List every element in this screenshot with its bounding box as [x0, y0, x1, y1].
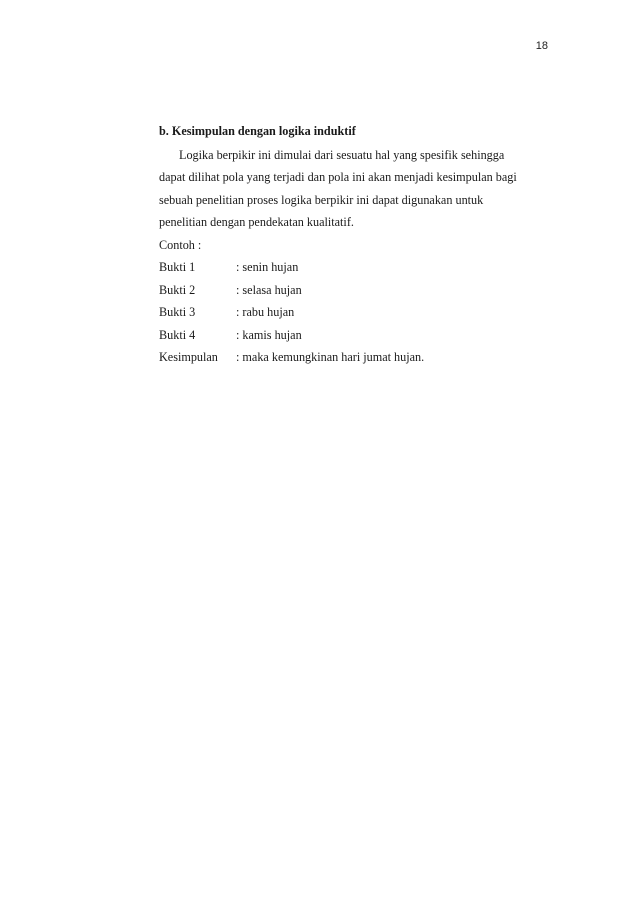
- evidence-row: [159, 346, 544, 369]
- evidence-key: Kesimpulan: [159, 350, 218, 364]
- evidence-key: Bukti 2: [159, 282, 196, 297]
- evidence-row: [159, 301, 544, 324]
- evidence-value: : rabu hujan: [236, 305, 295, 319]
- paragraph-line: sebuah penelitian proses logika berpikir ini dapat digunakan untuk: [159, 192, 484, 207]
- evidence-row: [159, 256, 544, 279]
- section-heading: b. Kesimpulan dengan logika induktif: [159, 124, 356, 138]
- evidence-key: Bukti 3: [159, 305, 196, 319]
- evidence-value: : kamis hujan: [236, 327, 302, 342]
- page-number: 18: [535, 40, 548, 52]
- evidence-value: : maka kemungkinan hari jumat hujan.: [236, 350, 425, 364]
- paragraph-line: dapat dilihat pola yang terjadi dan pola ini akan menjadi kesimpulan bagi: [159, 170, 517, 184]
- paragraph-line: penelitian dengan pendekatan kualitatif.: [159, 215, 354, 229]
- evidence-row: [159, 324, 544, 347]
- evidence-value: : senin hujan: [236, 260, 299, 274]
- evidence-row: [159, 279, 544, 302]
- example-label: Contoh :: [159, 237, 202, 252]
- body-paragraph: [159, 144, 544, 234]
- evidence-key: Bukti 1: [159, 260, 196, 274]
- paragraph-line: Logika berpikir ini dimulai dari sesuatu hal yang spesifik sehingga: [179, 147, 505, 162]
- evidence-list: [159, 256, 544, 369]
- document-body: [159, 120, 544, 369]
- evidence-key: Bukti 4: [159, 327, 196, 342]
- evidence-value: : selasa hujan: [236, 282, 302, 297]
